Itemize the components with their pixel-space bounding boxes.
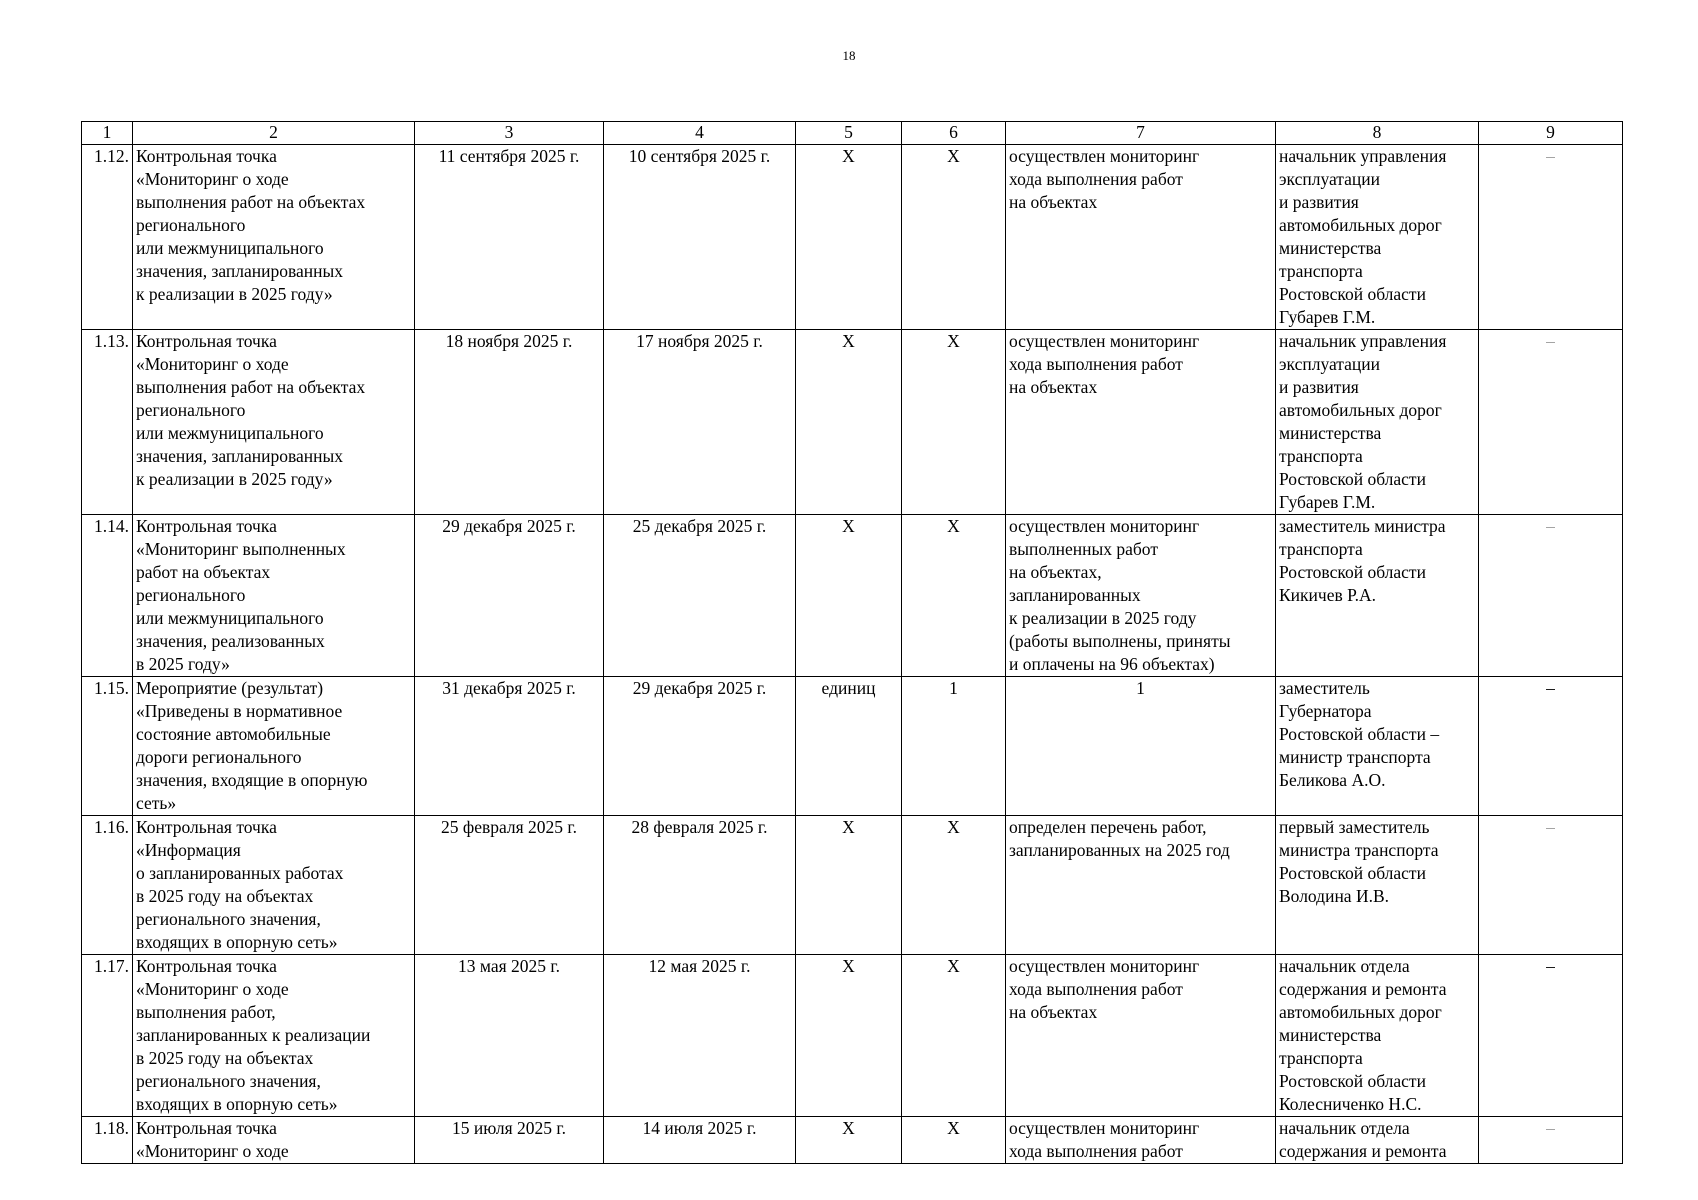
table-row — [82, 955, 1623, 1117]
row-number: 1.14. — [82, 515, 133, 677]
date-fact: 10 сентября 2025 г. — [604, 145, 796, 330]
column-header: 3 — [415, 122, 604, 145]
plan-table — [81, 121, 1623, 1164]
note: – — [1479, 330, 1623, 515]
row-number: 1.17. — [82, 955, 133, 1117]
unit: X — [796, 515, 902, 677]
unit: X — [796, 955, 902, 1117]
note: – — [1479, 955, 1623, 1117]
column-header: 2 — [133, 122, 415, 145]
table-row — [82, 816, 1623, 955]
value: X — [902, 330, 1006, 515]
value: X — [902, 955, 1006, 1117]
column-header: 8 — [1276, 122, 1479, 145]
date-plan: 29 декабря 2025 г. — [415, 515, 604, 677]
column-header: 1 — [82, 122, 133, 145]
date-plan: 13 мая 2025 г. — [415, 955, 604, 1117]
note: – — [1479, 515, 1623, 677]
result: осуществлен мониторинг выполненных работ на объектах, запланированных к реализации в 2025 году (работы выполнены, приняты и оплачены на 96 объектах) — [1006, 515, 1276, 677]
result: 1 — [1006, 677, 1276, 816]
result: осуществлен мониторинг хода выполнения работ на объектах — [1006, 330, 1276, 515]
event-name: Контрольная точка «Мониторинг о ходе выполнения работ, запланированных к реализации в 2025 году на объектах регионального значения, входящих в опорную сеть» — [133, 955, 415, 1117]
column-header: 7 — [1006, 122, 1276, 145]
column-header: 6 — [902, 122, 1006, 145]
event-name: Контрольная точка «Мониторинг о ходе — [133, 1117, 415, 1164]
event-name: Контрольная точка «Мониторинг выполненных работ на объектах регионального или межмуниципального значения, реализованных в 2025 году» — [133, 515, 415, 677]
result: осуществлен мониторинг хода выполнения работ на объектах — [1006, 145, 1276, 330]
responsible: начальник управления эксплуатации и развития автомобильных дорог министерства транспорта Ростовской области Губарев Г.М. — [1276, 330, 1479, 515]
column-header: 9 — [1479, 122, 1623, 145]
event-name: Контрольная точка «Мониторинг о ходе выполнения работ на объектах регионального или межмуниципального значения, запланированных к реализации в 2025 году» — [133, 330, 415, 515]
date-fact: 12 мая 2025 г. — [604, 955, 796, 1117]
date-plan: 18 ноября 2025 г. — [415, 330, 604, 515]
date-fact: 14 июля 2025 г. — [604, 1117, 796, 1164]
page-number: 18 — [842, 48, 856, 63]
unit: единиц — [796, 677, 902, 816]
value: X — [902, 816, 1006, 955]
column-header: 4 — [604, 122, 796, 145]
responsible: начальник управления эксплуатации и развития автомобильных дорог министерства транспорта Ростовской области Губарев Г.М. — [1276, 145, 1479, 330]
date-fact: 29 декабря 2025 г. — [604, 677, 796, 816]
table-row — [82, 1117, 1623, 1164]
result: определен перечень работ, запланированных на 2025 год — [1006, 816, 1276, 955]
unit: X — [796, 145, 902, 330]
date-plan: 25 февраля 2025 г. — [415, 816, 604, 955]
row-number: 1.15. — [82, 677, 133, 816]
date-fact: 17 ноября 2025 г. — [604, 330, 796, 515]
value: X — [902, 145, 1006, 330]
note: – — [1479, 677, 1623, 816]
note: – — [1479, 145, 1623, 330]
unit: X — [796, 330, 902, 515]
table-row — [82, 677, 1623, 816]
note: – — [1479, 816, 1623, 955]
event-name: Контрольная точка «Мониторинг о ходе выполнения работ на объектах регионального или межмуниципального значения, запланированных к реализации в 2025 году» — [133, 145, 415, 330]
date-plan: 11 сентября 2025 г. — [415, 145, 604, 330]
event-name: Контрольная точка «Информация о запланированных работах в 2025 году на объектах регионального значения, входящих в опорную сеть» — [133, 816, 415, 955]
value: X — [902, 1117, 1006, 1164]
responsible: начальник отдела содержания и ремонта — [1276, 1117, 1479, 1164]
table-row — [82, 515, 1623, 677]
responsible: заместитель Губернатора Ростовской области – министр транспорта Беликова А.О. — [1276, 677, 1479, 816]
date-plan: 31 декабря 2025 г. — [415, 677, 604, 816]
column-header: 5 — [796, 122, 902, 145]
event-name: Мероприятие (результат) «Приведены в нормативное состояние автомобильные дороги регионального значения, входящие в опорную сеть» — [133, 677, 415, 816]
note: – — [1479, 1117, 1623, 1164]
responsible: начальник отдела содержания и ремонта автомобильных дорог министерства транспорта Ростовской области Колесниченко Н.С. — [1276, 955, 1479, 1117]
responsible: заместитель министра транспорта Ростовской области Кикичев Р.А. — [1276, 515, 1479, 677]
responsible: первый заместитель министра транспорта Ростовской области Володина И.В. — [1276, 816, 1479, 955]
table-row — [82, 330, 1623, 515]
date-plan: 15 июля 2025 г. — [415, 1117, 604, 1164]
date-fact: 28 февраля 2025 г. — [604, 816, 796, 955]
table-header-row — [82, 122, 1623, 145]
row-number: 1.13. — [82, 330, 133, 515]
row-number: 1.18. — [82, 1117, 133, 1164]
result: осуществлен мониторинг хода выполнения работ — [1006, 1117, 1276, 1164]
unit: X — [796, 816, 902, 955]
date-fact: 25 декабря 2025 г. — [604, 515, 796, 677]
result: осуществлен мониторинг хода выполнения работ на объектах — [1006, 955, 1276, 1117]
row-number: 1.12. — [82, 145, 133, 330]
value: 1 — [902, 677, 1006, 816]
unit: X — [796, 1117, 902, 1164]
table-row — [82, 145, 1623, 330]
row-number: 1.16. — [82, 816, 133, 955]
value: X — [902, 515, 1006, 677]
